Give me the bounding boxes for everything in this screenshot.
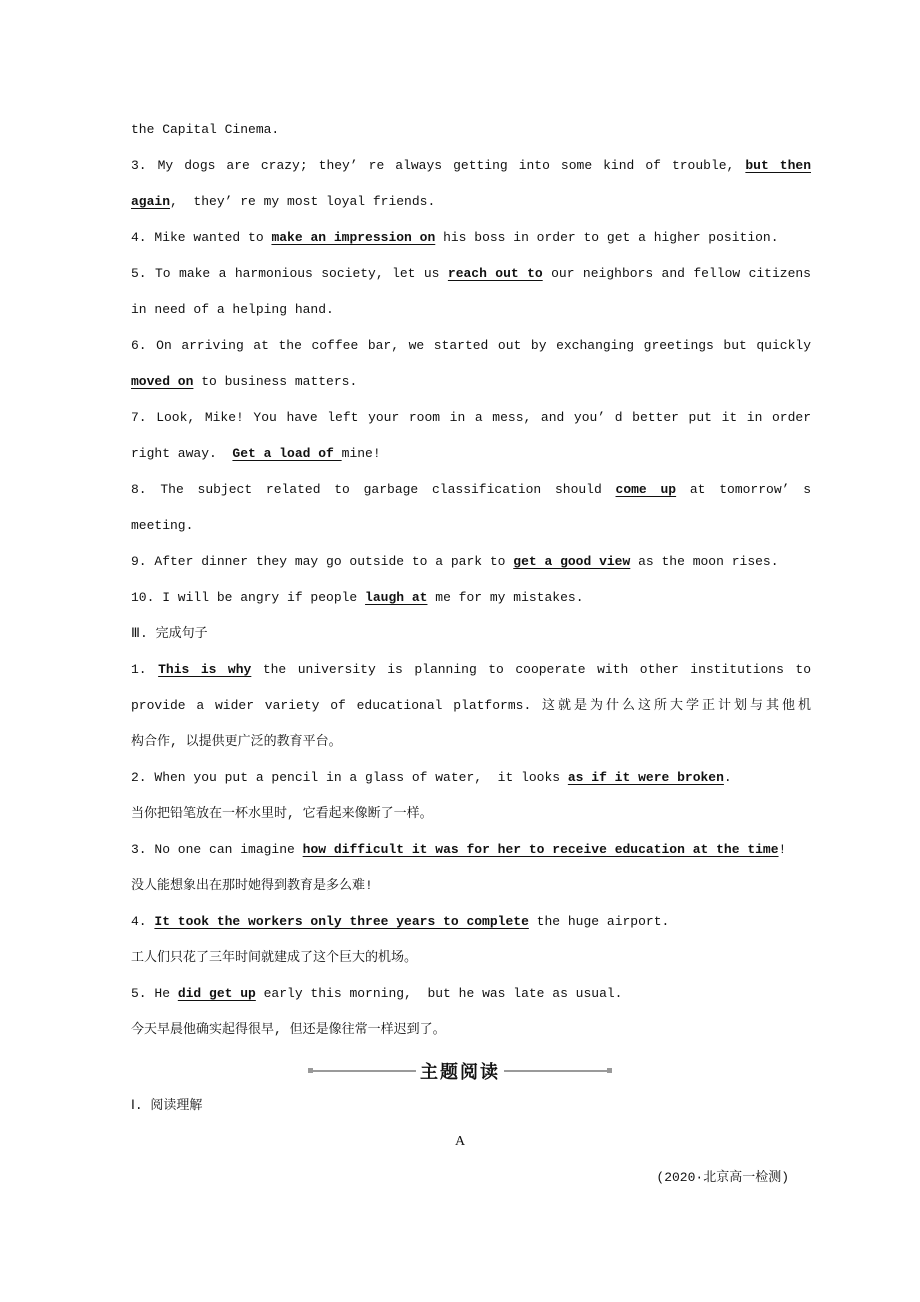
passage-label: A [454,1134,466,1149]
text-segment: as the moon rises. [630,554,779,569]
answer-blank: did get up [177,986,256,1001]
part-label: Ⅰ. 阅读理解 [131,1098,203,1113]
text-segment: our neighbors and fellow citizens [542,266,811,281]
answer-blank: reach out to [447,266,543,281]
text-segment: 7. Look, Mike! You have left your room in a mess, and you’ d better put it in order [131,410,811,425]
text-segment: 1. [131,662,159,677]
text-segment: his boss in order to get a higher position. [435,230,779,245]
text-segment: early this morning, but he was late as usual. [255,986,623,1001]
text-line [131,616,789,652]
text-line [131,544,789,580]
text-segment: 3. My dogs are crazy; they’ re always getting into some kind of trouble, [131,158,746,173]
text-line [131,364,789,400]
text-segment: ! [778,842,787,857]
answer-blank: It took the workers only three years to complete [154,914,529,929]
text-segment: the university is planning to cooperate with other institutions to [251,662,811,677]
text-segment: provide a wider variety of educational platforms. 这就是为什么这所大学正计划与其他机 [131,698,811,713]
answer-blank: Get a load of [232,446,342,461]
text-line [131,940,789,976]
answer-blank: get a good view [513,554,631,569]
text-line [131,580,789,616]
text-segment: mine! [341,446,381,461]
text-line [131,688,811,724]
text-segment: meeting. [131,518,194,533]
text-line [131,724,789,760]
text-line [131,508,789,544]
text-segment: 4. Mike wanted to [131,230,272,245]
text-line [131,904,789,940]
text-segment: 没人能想象出在那时她得到教育是多么难! [131,878,373,893]
text-segment: , they’ re my most loyal friends. [170,194,436,209]
source-note: (2020·北京高一检测) [656,1170,789,1185]
text-line [131,436,789,472]
text-line [131,832,789,868]
text-segment: the Capital Cinema. [131,122,280,137]
text-segment: me for my mistakes. [427,590,584,605]
section-heading-title: 主题阅读 [420,1062,500,1083]
text-line [131,760,789,796]
text-segment: 4. [131,914,155,929]
text-segment: 9. After dinner they may go outside to a park to [131,554,514,569]
text-segment: 10. I will be angry if people [131,590,366,605]
text-line [131,400,811,436]
text-segment: . [723,770,732,785]
answer-blank: but then [745,158,811,173]
text-segment: 当你把铅笔放在一杯水里时, 它看起来像断了一样。 [131,806,433,821]
answer-blank: how difficult it was for her to receive education at the time [302,842,779,857]
text-segment: 5. To make a harmonious society, let us [131,266,448,281]
text-line [131,328,811,364]
text-segment: 6. On arriving at the coffee bar, we started out by exchanging greetings but quickly [131,338,811,353]
text-segment: at tomorrow’ s [676,482,811,497]
text-line [131,220,789,256]
answer-blank: This is why [158,662,252,677]
text-segment: 2. When you put a pencil in a glass of water, it looks [131,770,568,785]
text-segment: 5. He [131,986,178,1001]
answer-blank: laugh at [365,590,428,605]
answer-blank: come up [615,482,677,497]
text-segment: 工人们只花了三年时间就建成了这个巨大的机场。 [131,950,418,965]
text-line [131,148,811,184]
text-line [131,292,789,328]
text-line [131,256,811,292]
section-heading [308,1056,612,1086]
answer-blank: make an impression on [271,230,436,245]
text-line [131,796,789,832]
answer-blank: again [131,194,171,209]
text-line [131,112,789,148]
answer-blank: as if it were broken [567,770,724,785]
text-segment: right away. [131,446,233,461]
text-line [131,868,789,904]
text-segment: the huge airport. [528,914,670,929]
heading-rule-left [308,1070,416,1072]
text-segment: 8. The subject related to garbage classification should [131,482,616,497]
answer-blank: moved on [131,374,194,389]
text-segment: 今天早晨他确实起得很早, 但还是像往常一样迟到了。 [131,1022,446,1037]
text-line [131,652,811,688]
text-line [131,1012,789,1048]
text-line [131,472,811,508]
text-segment: 3. No one can imagine [131,842,303,857]
heading-rule-right [504,1070,612,1072]
text-segment: in need of a helping hand. [131,302,334,317]
text-segment: to business matters. [193,374,358,389]
text-line [131,976,789,1012]
text-segment: Ⅲ. 完成句子 [131,626,208,641]
text-line [131,184,789,220]
text-segment: 构合作, 以提供更广泛的教育平台。 [131,734,342,749]
